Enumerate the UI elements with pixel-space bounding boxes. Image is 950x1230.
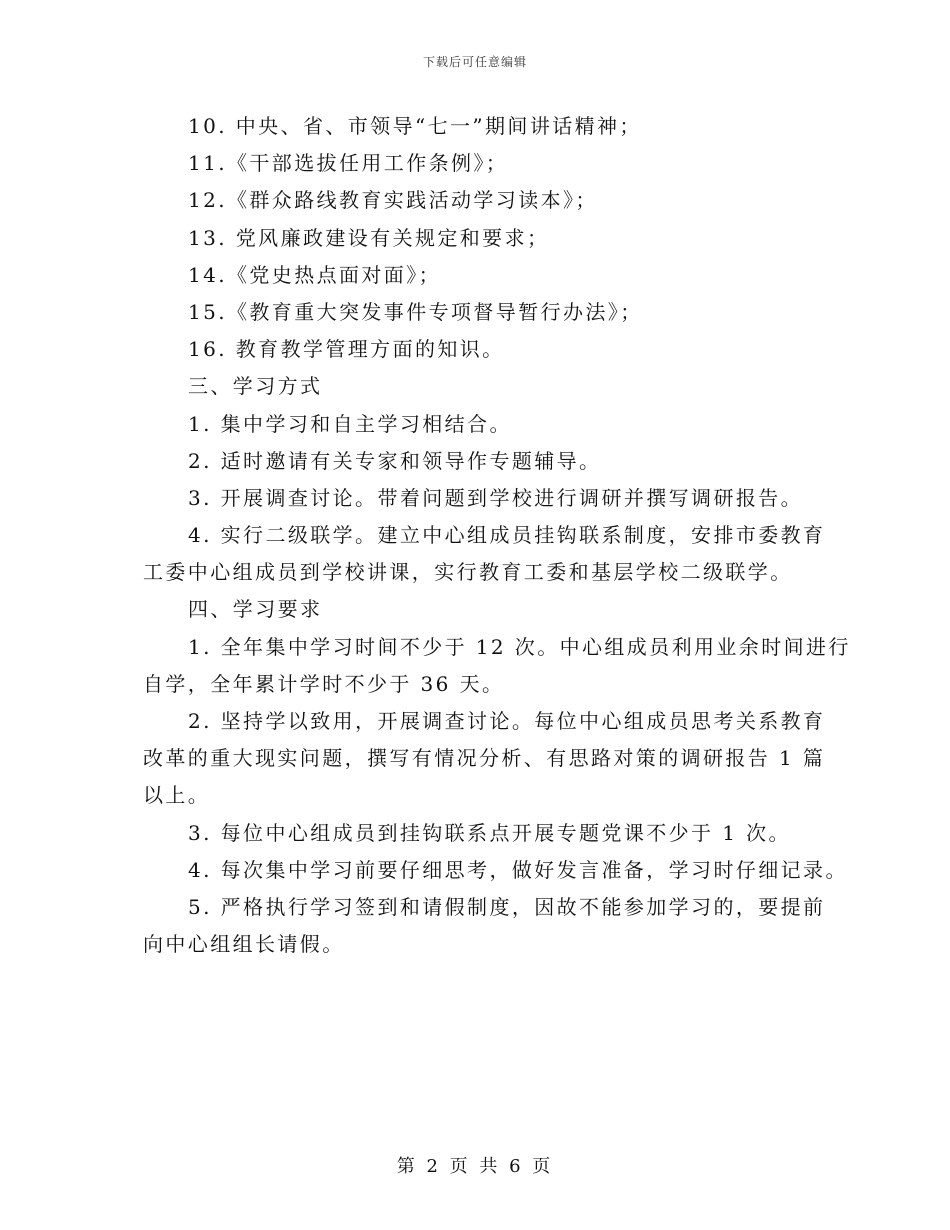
list-item: 3. 每位中心组成员到挂钩联系点开展专题党课不少于 1 次。: [188, 820, 791, 845]
paragraph-continuation: 自学，全年累计学时不少于 36 天。: [143, 671, 505, 696]
paragraph-continuation: 以上。: [143, 783, 211, 808]
list-item: 10. 中央、省、市领导“七一”期间讲话精神；: [188, 114, 642, 138]
page-number-footer: 第 2 页 共 6 页: [396, 1156, 554, 1177]
paragraph-continuation: 工委中心组成员到学校讲课，实行教育工委和基层学校二级联学。: [143, 560, 793, 585]
list-item: 2. 适时邀请有关专家和领导作专题辅导。: [188, 448, 602, 473]
list-item: 14.《党史热点面对面》；: [188, 262, 442, 287]
document-body: [143, 108, 851, 963]
list-item: 4. 每次集中学习前要仔细思考，做好发言准备，学习时仔细记录。: [188, 857, 848, 882]
list-item: 12.《群众路线教育实践活动学习读本》；: [188, 188, 598, 213]
list-item: 2. 坚持学以致用，开展调查讨论。每位中心组成员思考关系教育: [188, 709, 826, 733]
list-item: 16. 教育教学管理方面的知识。: [188, 337, 505, 362]
list-item: 15.《教育重大突发事件专项督导暂行办法》；: [188, 299, 643, 324]
page-header: 下载后可任意编辑: [422, 55, 527, 69]
list-item: 1. 集中学习和自主学习相结合。: [188, 411, 512, 436]
list-item: 3. 开展调查讨论。带着问题到学校进行调研并撰写调研报告。: [188, 485, 804, 510]
list-item: 5. 严格执行学习签到和请假制度，因故不能参加学习的，要提前: [188, 894, 826, 919]
list-item: 4. 实行二级联学。建立中心组成员挂钩联系制度，安排市委教育: [188, 523, 826, 548]
list-item: 13. 党风廉政建设有关规定和要求；: [188, 225, 550, 250]
section-heading: 三、学习方式: [188, 374, 323, 399]
paragraph-continuation: 改革的重大现实问题，撰写有情况分析、有思路对策的调研报告 1 篇: [143, 746, 826, 771]
section-heading: 四、学习要求: [188, 597, 323, 622]
list-item: 11.《干部选拔任用工作条例》；: [188, 151, 509, 176]
list-item: 1. 全年集中学习时间不少于 12 次。中心组成员利用业余时间进行: [188, 634, 851, 659]
paragraph-continuation: 向中心组组长请假。: [143, 932, 345, 957]
